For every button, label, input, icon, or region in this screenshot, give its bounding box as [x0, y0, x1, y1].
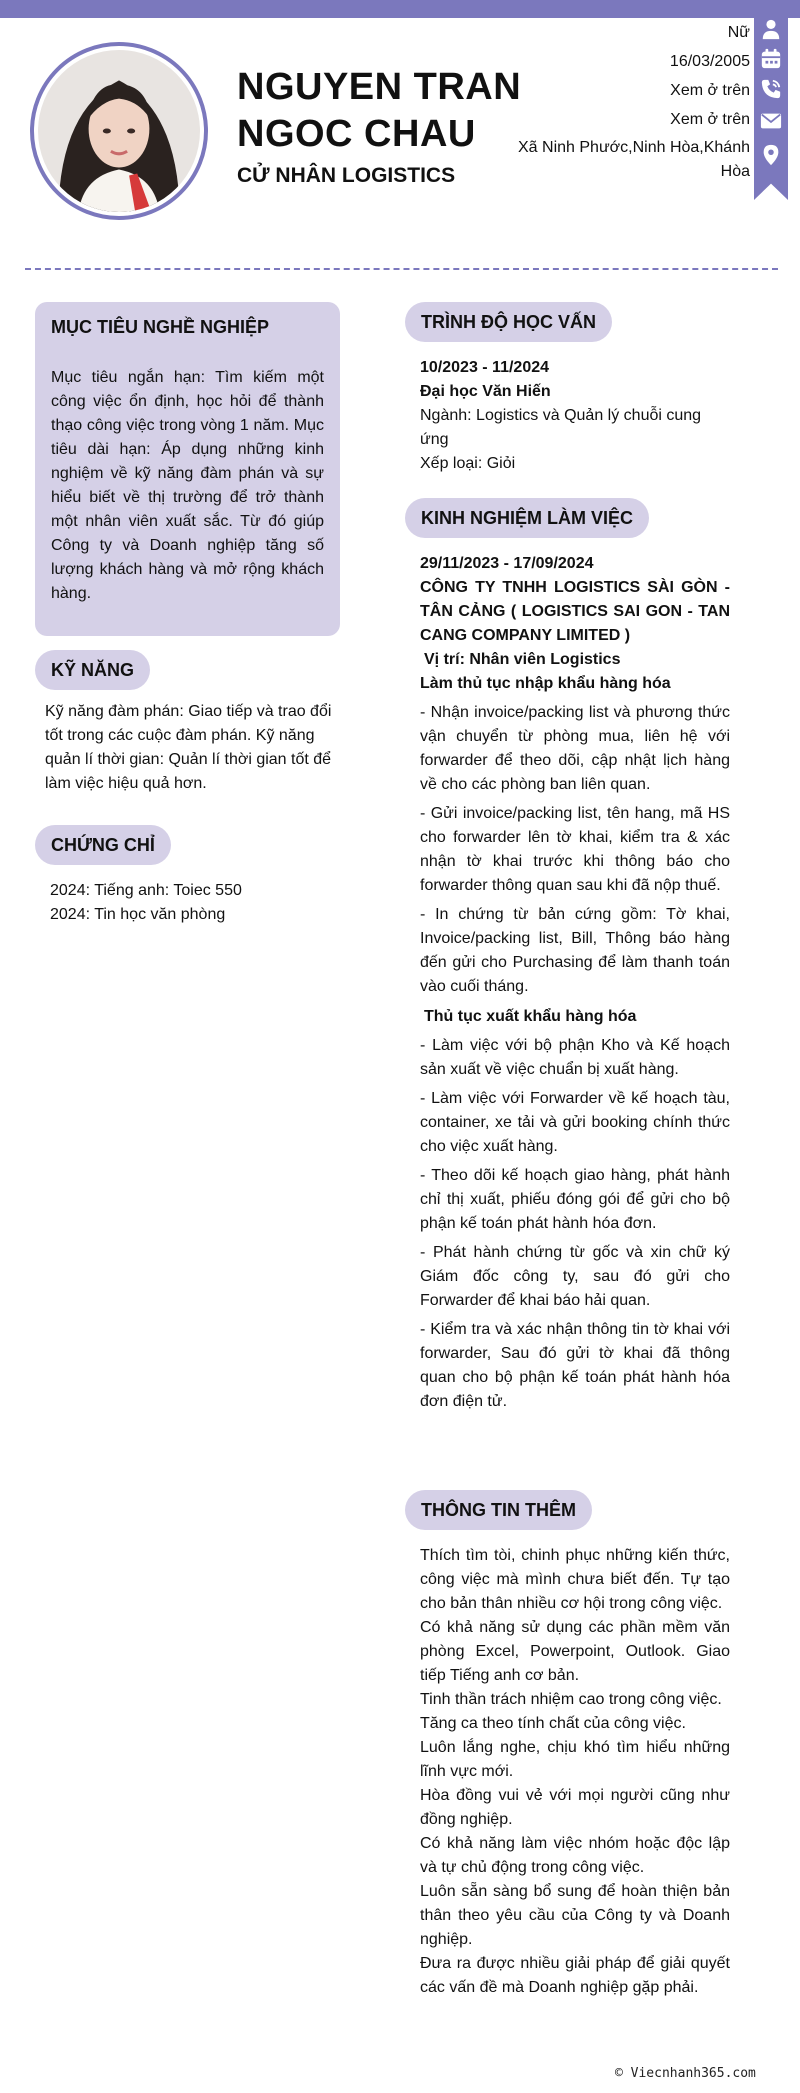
career-objective-panel [35, 302, 340, 636]
import-heading: Làm thủ tục nhập khẩu hàng hóa [420, 675, 671, 692]
education-period: 10/2023 - 11/2024 [420, 359, 550, 376]
mail-icon [760, 110, 782, 132]
contact-icon-ribbon [754, 18, 788, 200]
experience-period: 29/11/2023 - 17/09/2024 [420, 555, 594, 572]
additional-item: Tăng ca theo tính chất của công việc. [420, 1715, 686, 1732]
job-title: CỬ NHÂN LOGISTICS [237, 164, 456, 187]
skills-section [35, 650, 345, 796]
export-task: - Theo dõi kế hoạch giao hàng, phát hành chỉ thị xuất, phiếu đóng gói để gửi cho bộ phận kế toán phát hành hóa đơn. [420, 1167, 730, 1232]
experience-heading: KINH NGHIỆM LÀM VIỆC [405, 498, 649, 538]
import-task: - In chứng từ bản cứng gồm: Tờ khai, Invoice/packing list, Bill, Thông báo hàng đến gửi cho Purchasing để làm thanh toán vào cuối tháng. [420, 906, 730, 995]
top-accent-bar [0, 0, 800, 18]
export-heading: Thủ tục xuất khẩu hàng hóa [424, 1008, 637, 1025]
additional-info-heading: THÔNG TIN THÊM [405, 1490, 592, 1530]
header-divider [25, 268, 778, 270]
skills-text: Kỹ năng đàm phán: Giao tiếp và trao đổi tốt trong các cuộc đàm phán. Kỹ năng quản lí thời gian: Quản lí thời gian tốt để làm việc hiệu quả hơn. [45, 703, 332, 792]
additional-item: Luôn lắng nghe, chịu khó tìm hiểu những lĩnh vực mới. [420, 1739, 730, 1780]
experience-company: CÔNG TY TNHH LOGISTICS SÀI GÒN - TÂN CẢNG ( LOGISTICS SAI GON - TAN CANG COMPANY LIMITED ) [420, 579, 730, 644]
profile-photo [38, 50, 200, 212]
candidate-name-line1: NGUYEN TRAN [237, 66, 522, 108]
person-icon [760, 18, 782, 40]
watermark: © Viecnhanh365.com [615, 2066, 756, 2081]
skills-heading: KỸ NĂNG [35, 650, 150, 690]
additional-item: Đưa ra được nhiều giải pháp để giải quyết các vấn đề mà Doanh nghiệp gặp phải. [420, 1955, 730, 1996]
candidate-name-line2: NGOC CHAU [237, 113, 476, 155]
export-task: - Phát hành chứng từ gốc và xin chữ ký Giám đốc công ty, sau đó gửi cho Forwarder để khai báo hải quan. [420, 1244, 730, 1309]
additional-item: Có khả năng sử dụng các phần mềm văn phòng Excel, Powerpoint, Outlook. Giao tiếp Tiếng anh cơ bản. [420, 1619, 730, 1684]
additional-item: Tinh thần trách nhiệm cao trong công việc. [420, 1691, 722, 1708]
certificate-item: 2024: Tiếng anh: Toiec 550 [50, 882, 242, 899]
objective-text: Mục tiêu ngắn hạn: Tìm kiếm một công việc ổn định, học hỏi để thành thạo công việc trong vòng 1 năm. Mục tiêu dài hạn: Áp dụng những kinh nghiệm về kỹ năng đàm phán và sự hiểu biết về thị trường để trở thành một nhân viên xuất sắc. Từ đó giúp Công ty và Doanh nghiệp tăng số lượng khách hàng và mở rộng khách hàng. [51, 369, 324, 602]
education-grade: Xếp loại: Giỏi [420, 455, 516, 472]
education-major: Ngành: Logistics và Quản lý chuỗi cung ứng [420, 407, 702, 448]
certificates-heading: CHỨNG CHỈ [35, 825, 171, 865]
certificates-list [35, 879, 345, 927]
export-task: - Kiểm tra và xác nhận thông tin tờ khai với forwarder, Sau đó gửi tờ khai đã thông quan cho bộ phận kế toán phát hành hóa đơn điện tử. [420, 1321, 730, 1410]
phone-value: Xem ở trên [670, 82, 750, 99]
additional-info-section [405, 1490, 730, 2000]
avatar [30, 42, 208, 220]
education-school: Đại học Văn Hiến [420, 383, 551, 400]
education-heading: TRÌNH ĐỘ HỌC VẤN [405, 302, 612, 342]
calendar-icon [760, 48, 782, 70]
import-task: - Gửi invoice/packing list, tên hang, mã HS cho forwarder lên tờ khai, kiểm tra & xác nhận tờ khai trước khi thông báo cho forwarder thông quan sau khi đã nộp thuế. [420, 805, 730, 894]
certificates-section [35, 825, 345, 927]
address-value: Xã Ninh Phước,Ninh Hòa,Khánh Hòa [518, 139, 750, 180]
phone-icon [760, 78, 782, 100]
additional-item: Luôn sẵn sàng bổ sung để hoàn thiện bản thân theo yêu cầu của Công ty và Doanh nghiệp. [420, 1883, 730, 1948]
additional-item: Có khả năng làm việc nhóm hoặc độc lập và tự chủ động trong công việc. [420, 1835, 730, 1876]
export-task: - Làm việc với bộ phận Kho và Kế hoạch sản xuất về việc chuẩn bị xuất hàng. [420, 1037, 730, 1078]
contact-info [490, 18, 750, 184]
objective-heading: MỤC TIÊU NGHỀ NGHIỆP [51, 317, 270, 337]
experience-position: Vị trí: Nhân viên Logistics [424, 651, 621, 668]
additional-item: Thích tìm tòi, chinh phục những kiến thức, công việc mà mình chưa biết đến. Tự tạo cho bản thân nhiều cơ hội trong công việc. [420, 1547, 730, 1612]
email-value: Xem ở trên [670, 111, 750, 128]
location-icon [760, 144, 782, 166]
export-task: - Làm việc với Forwarder về kế hoạch tàu, container, xe tải và gửi booking chính thức cho việc xuất hàng. [420, 1090, 730, 1155]
gender-value: Nữ [727, 24, 750, 41]
certificate-item: 2024: Tin học văn phòng [50, 906, 226, 923]
experience-section [405, 498, 730, 1414]
additional-item: Hòa đồng vui vẻ với mọi người cũng như đồng nghiệp. [420, 1787, 730, 1828]
import-task: - Nhận invoice/packing list và phương thức vận chuyển từ phòng mua, liên hệ với forwarder để theo dõi, cập nhật lịch hàng về cho các phòng ban liên quan. [420, 704, 730, 793]
education-section [405, 302, 730, 476]
birthday-value: 16/03/2005 [669, 53, 750, 70]
